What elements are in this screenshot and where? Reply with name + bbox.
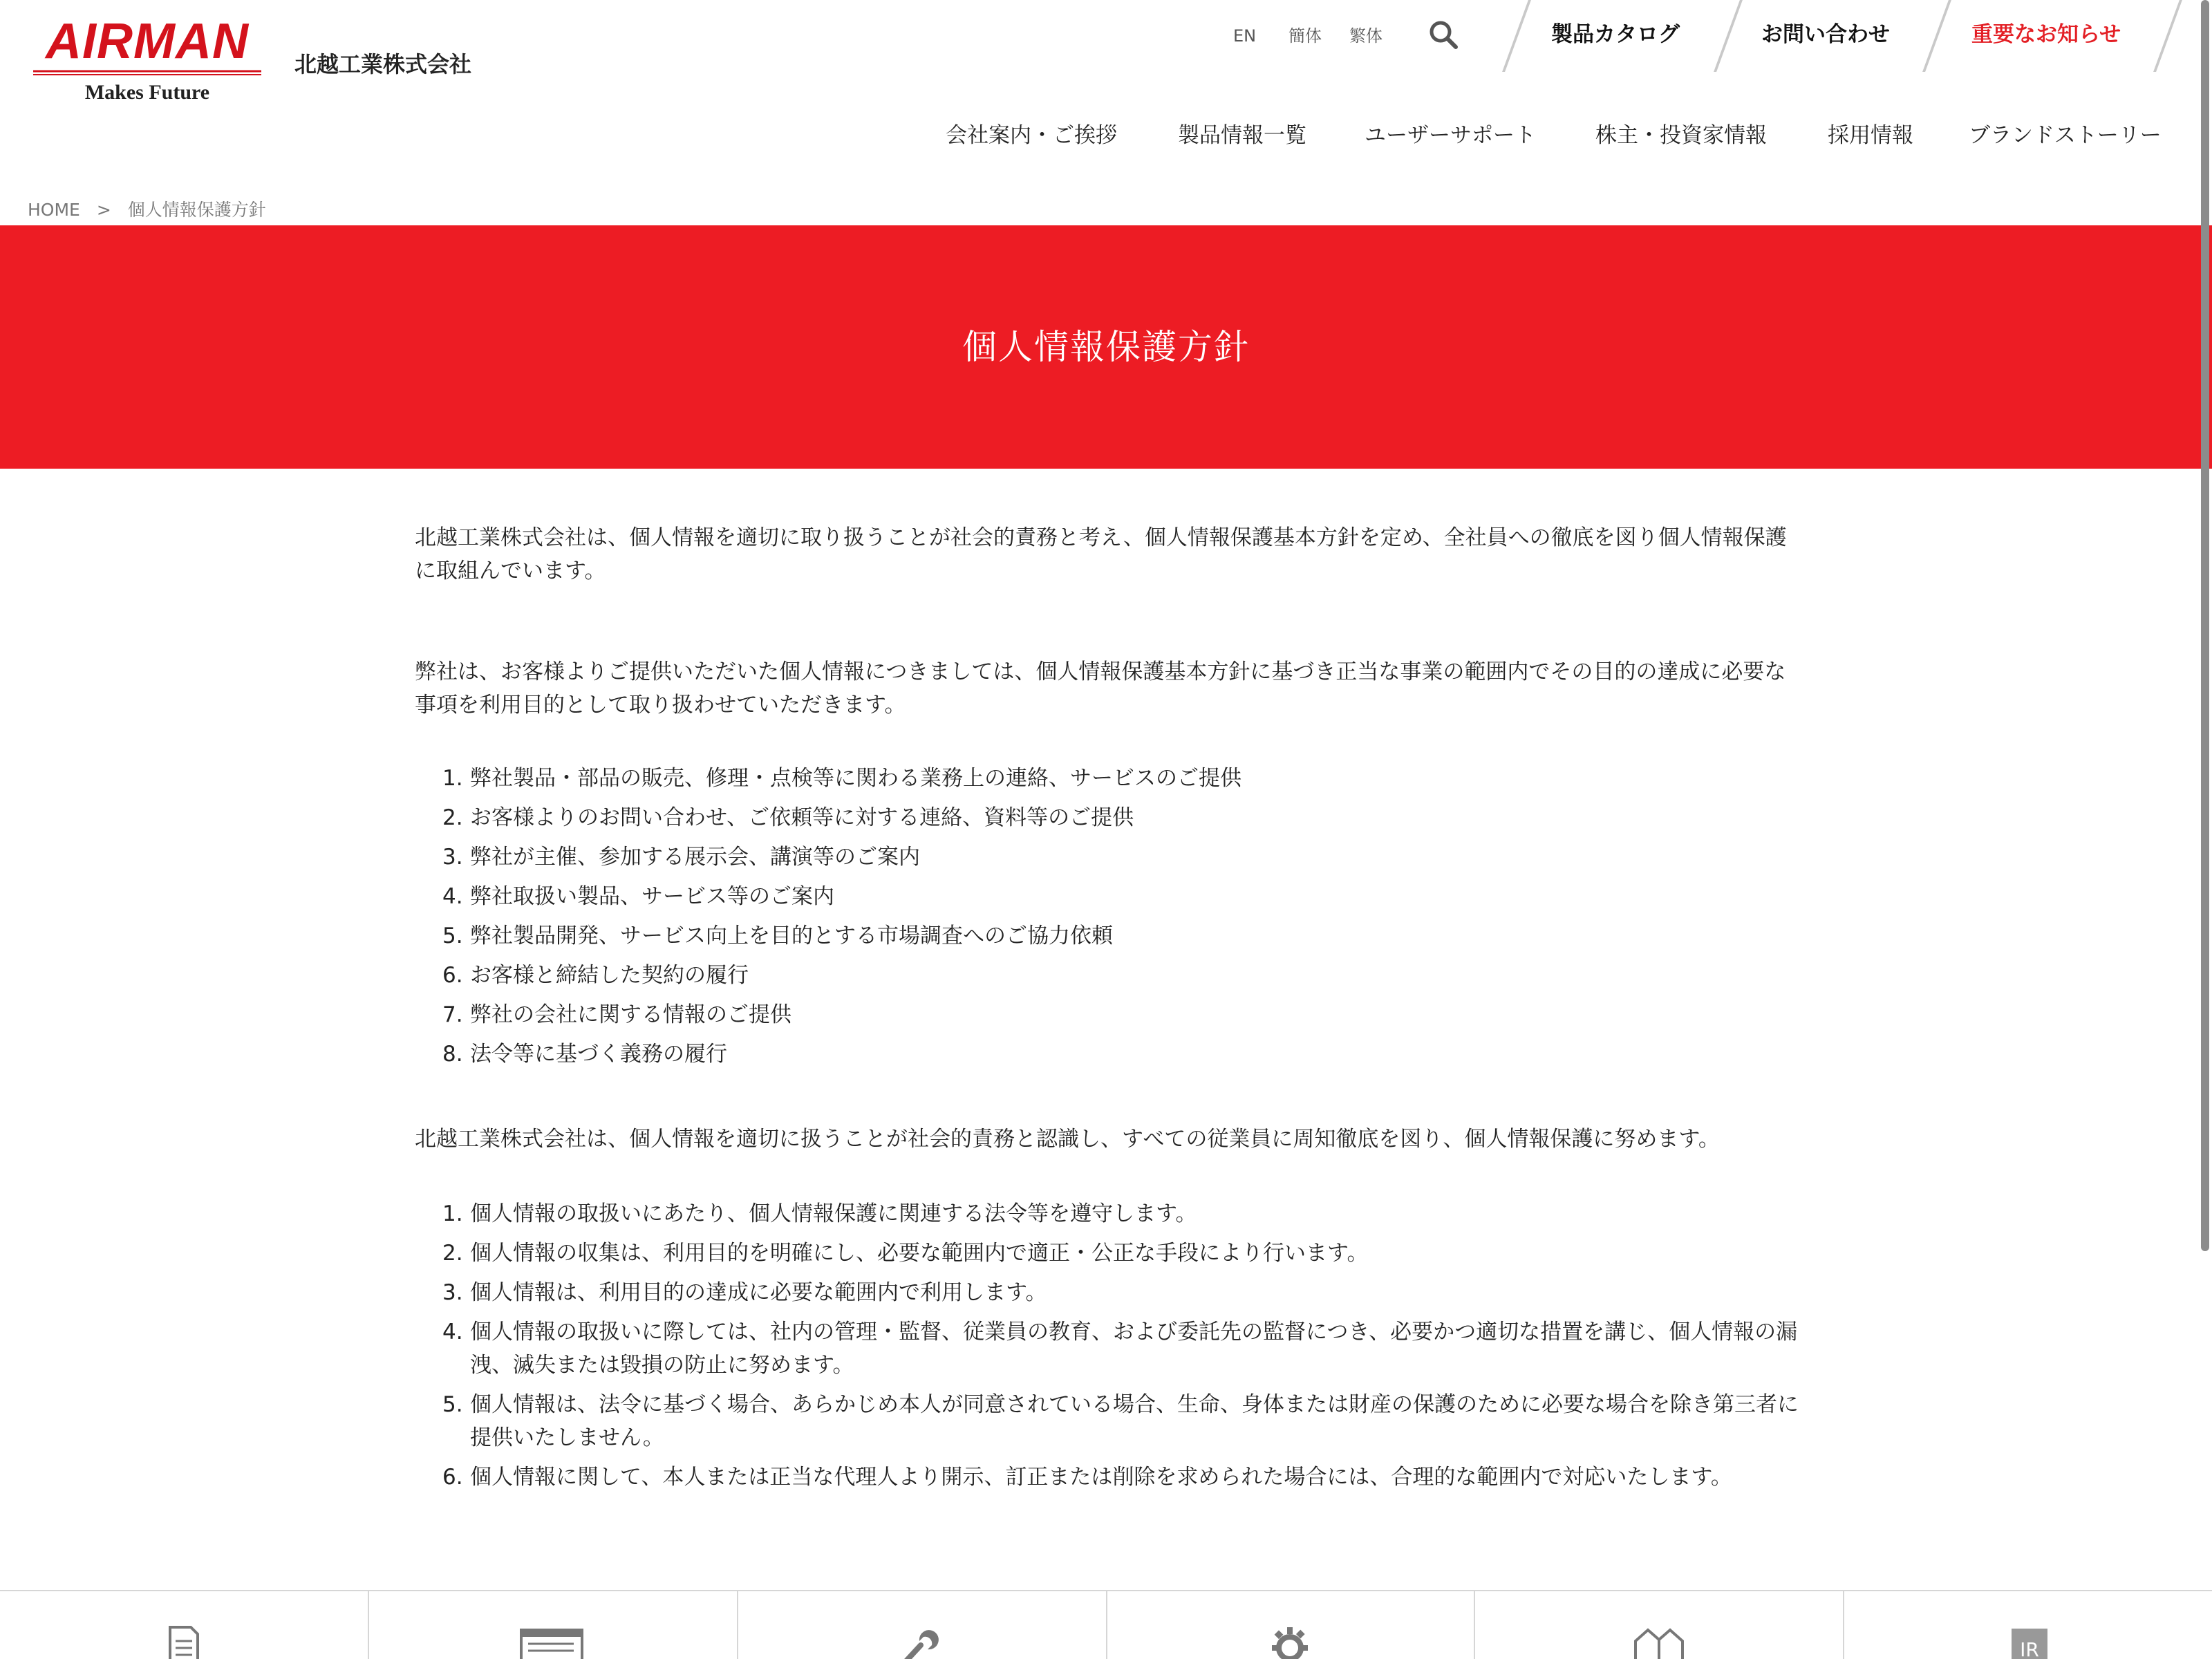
gnav-brand-story[interactable]: ブランドストーリー [1969,123,2162,148]
purpose-item-number: 8. [442,1042,463,1067]
document-icon[interactable] [163,1624,205,1659]
footer-divider [368,1591,369,1659]
logo-swoosh [33,66,261,76]
footer-icon-strip [0,1590,2212,1659]
footer-divider [737,1591,738,1659]
company-name: 北越工業株式会社 [294,51,472,77]
purpose-item-number: 2. [442,805,463,830]
policy-item-number: 3. [442,1280,463,1305]
policy-item [415,1276,1804,1309]
policy-item [415,1237,1804,1270]
purpose-item-text: 弊社が主催、参加する展示会、講演等のご案内 [470,845,920,870]
purpose-item-text: お客様と締結した契約の履行 [470,963,749,988]
purpose-item-text: 弊社製品開発、サービス向上を目的とする市場調査へのご協力依頼 [470,924,1113,948]
lang-traditional-link[interactable]: 繁体 [1349,26,1382,46]
ir-icon-label: IR [2020,1638,2039,1659]
purpose-item-number: 3. [442,845,463,870]
policy-item-text: 個人情報に関して、本人または正当な代理人より開示、訂正または削除を求められた場合には、合理的な範囲内で対応いたします。 [470,1465,1732,1490]
wrench-icon[interactable] [899,1624,940,1659]
breadcrumb-current: 個人情報保護方針 [127,200,266,220]
catalog-link[interactable]: 製品カタログ [1551,22,1680,47]
purpose-item-text: 法令等に基づく義務の履行 [470,1042,727,1067]
policy-item-number: 2. [442,1241,463,1266]
gnav-user-support[interactable]: ユーザーサポート [1365,123,1536,148]
purpose-item [415,959,1804,992]
policy-item-text: 個人情報の収集は、利用目的を明確にし、必要な範囲内で適正・公正な手段により行います。 [470,1241,1369,1266]
purpose-item-text: 弊社の会社に関する情報のご提供 [470,1002,791,1027]
footer-divider [1106,1591,1107,1659]
breadcrumb-home[interactable]: HOME [28,200,80,220]
purpose-intro-paragraph: 弊社は、お客様よりご提供いただいた個人情報につきましては、個人情報保護基本方針に基づき正当な事業の範囲内でその目的の達成に必要な事項を利用目的として取り扱わせていただきます。 [415,659,1786,718]
policy-item-number: 6. [442,1465,463,1490]
purpose-item-text: 弊社取扱い製品、サービス等のご案内 [470,884,834,909]
page-title: 個人情報保護方針 [962,327,1250,367]
purpose-item-number: 7. [442,1002,463,1027]
site-header [0,0,2212,180]
purpose-item-text: 弊社製品・部品の販売、修理・点検等に関わる業務上の連絡、サービスのご提供 [470,766,1241,791]
gnav-company[interactable]: 会社案内・ご挨拶 [946,123,1117,148]
policy-item [415,1197,1804,1230]
policy-item-number: 5. [442,1392,463,1417]
header-divider [1714,0,1743,72]
airman-logo[interactable] [33,14,261,104]
scrollbar-thumb[interactable] [2201,0,2209,1251]
purpose-item-text: お客様よりのお問い合わせ、ご依頼等に対する連絡、資料等のご提供 [470,805,1134,830]
intro-paragraph: 北越工業株式会社は、個人情報を適切に取り扱うことが社会的責務と考え、個人情報保護基本方針を定め、全社員への徹底を図り個人情報保護に取組んでいます。 [415,525,1787,583]
gnav-investors[interactable]: 株主・投資家情報 [1595,123,1767,148]
building-icon[interactable] [1631,1624,1687,1659]
purpose-item [415,1038,1804,1071]
gnav-products[interactable]: 製品情報一覧 [1178,123,1306,148]
policy-item-text: 個人情報の取扱いに際しては、社内の管理・監督、従業員の教育、および委託先の監督につき、必要かつ適切な措置を講じ、個人情報の漏洩、滅失または毀損の防止に努めます。 [470,1320,1798,1378]
breadcrumb [28,196,266,224]
purpose-item [415,801,1804,834]
policy-item [415,1315,1804,1382]
header-divider [1502,0,1531,72]
purpose-item [415,762,1804,795]
purpose-item [415,841,1804,874]
policy-item-text: 個人情報は、利用目的の達成に必要な範囲内で利用します。 [470,1280,1047,1305]
main-content [415,521,1804,1494]
gear-icon[interactable] [1269,1624,1311,1659]
logo-wordmark: AIRMAN [46,14,249,69]
policy-list [415,1197,1804,1494]
policy-intro-paragraph: 北越工業株式会社は、個人情報を適切に扱うことが社会的責務と認識し、すべての従業員に周知徹底を図り、個人情報保護に努めます。 [415,1127,1720,1152]
footer-divider [1474,1591,1475,1659]
lang-simplified-link[interactable]: 簡体 [1288,26,1322,46]
purpose-item [415,880,1804,913]
header-divider [2153,0,2182,72]
lang-en-link[interactable]: EN [1233,26,1257,46]
purpose-item-number: 5. [442,924,463,948]
header-divider [1922,0,1951,72]
footer-divider [1843,1591,1844,1659]
purpose-item [415,919,1804,953]
policy-item [415,1461,1804,1494]
purpose-item-number: 6. [442,963,463,988]
policy-item-number: 1. [442,1201,463,1226]
purpose-item [415,998,1804,1031]
purpose-item-number: 1. [442,766,463,791]
search-icon[interactable] [1427,18,1460,51]
policy-item-text: 個人情報の取扱いにあたり、個人情報保護に関連する法令等を遵守します。 [470,1201,1197,1226]
gnav-recruit[interactable]: 採用情報 [1828,123,1913,148]
breadcrumb-separator: > [96,200,111,220]
policy-item-number: 4. [442,1320,463,1344]
policy-item-text: 個人情報は、法令に基づく場合、あらかじめ本人が同意されている場合、生命、身体または財産の保護のために必要な場合を除き第三者に提供いたしません。 [470,1392,1799,1450]
logo-tagline: Makes Future [84,81,210,104]
important-notice-link[interactable]: 重要なお知らせ [1971,22,2121,47]
catalog-icon[interactable] [518,1624,585,1659]
policy-item [415,1388,1804,1454]
ir-icon[interactable] [2009,1624,2050,1659]
contact-link[interactable]: お問い合わせ [1761,22,1890,47]
purpose-list [415,762,1804,1071]
purpose-item-number: 4. [442,884,463,909]
page-scrollbar[interactable] [2198,0,2212,1659]
page-hero [0,225,2212,469]
